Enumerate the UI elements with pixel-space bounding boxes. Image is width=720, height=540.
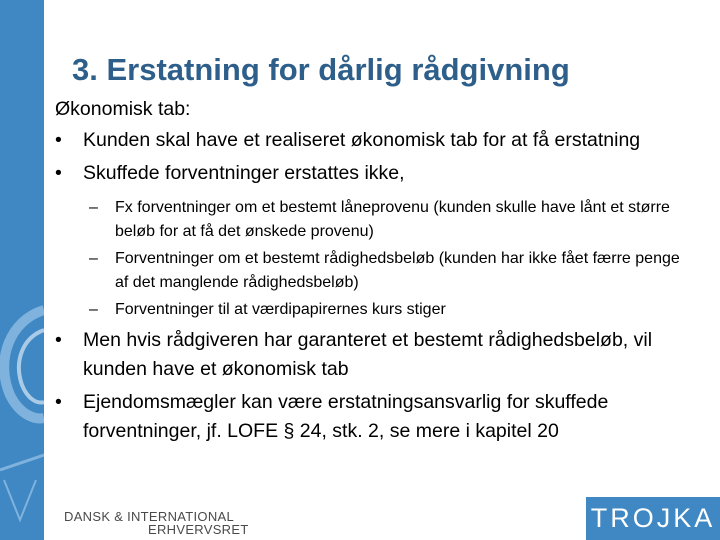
sub-list-item [55,196,695,244]
dash-icon: – [89,199,98,216]
bullet-text: Ejendomsmægler kan være erstatningsansvarlig for skuffede forventninger, jf. LOFE § 24, stk. 2, se mere i kapitel 20 [83,391,609,442]
bullet-icon: • [55,391,62,413]
logo-line-2: ERHVERVSRET [148,522,249,537]
dash-icon: – [89,301,98,318]
sub-list-item [55,298,695,322]
slide-content [55,96,695,446]
bullet-text: Men hvis rådgiveren har garanteret et bestemt rådighedsbeløb, vil kunden have et økonomisk tab [83,329,653,380]
logo-line-1: DANSK & INTERNATIONAL [64,509,235,524]
bullet-icon: • [55,329,62,351]
list-item [55,326,695,384]
scales-of-justice-icon [0,0,44,540]
bullet-text: Kunden skal have et realiseret økonomisk tab for at få erstatning [83,129,641,151]
publisher-logo [64,510,249,536]
sub-list-item [55,247,695,295]
dash-icon: – [89,250,98,267]
bullet-text: Skuffede forventninger erstattes ikke, [83,162,405,184]
sub-bullet-text: Fx forventninger om et bestemt låneprovenu (kunden skulle have lånt et større beløb for at få det ønskede provenu) [115,199,670,240]
slide-title: 3. Erstatning for dårlig rådgivning [72,52,570,87]
list-item [55,388,695,446]
trojka-logo: TROJKA [586,497,720,540]
bullet-icon: • [55,162,62,184]
bullet-icon: • [55,129,62,151]
sub-bullet-text: Forventninger om et bestemt rådighedsbeløb (kunden har ikke fået færre penge af det manglende rådighedsbeløb) [115,250,680,291]
sub-bullet-text: Forventninger til at værdipapirernes kurs stiger [115,301,446,318]
list-item [55,126,695,155]
list-item [55,159,695,188]
section-heading: Økonomisk tab: [55,98,191,120]
decorative-side-strip [0,0,44,540]
